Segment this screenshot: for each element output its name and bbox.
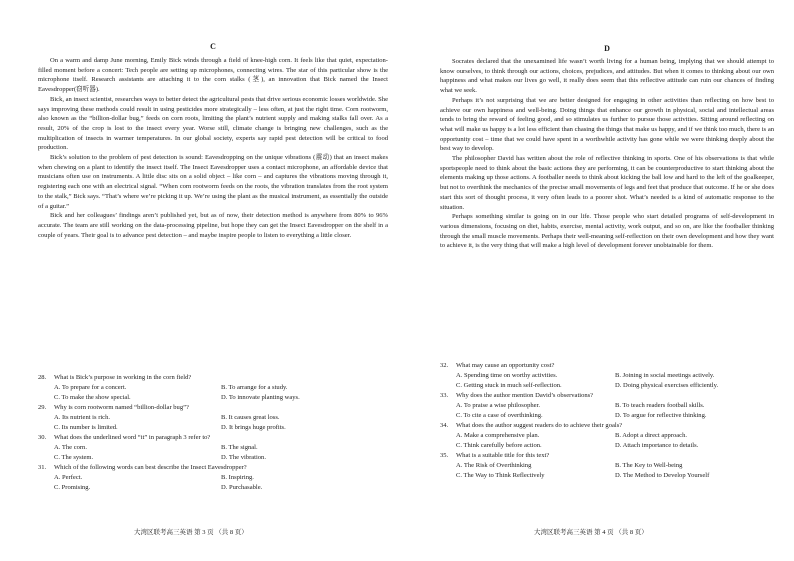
paragraph: On a warm and damp June morning, Emily Bick winds through a field of knee-high corn. It feels like that quiet, expectation-filled moment before a concert: Tech people are setting up microphones, connecting wires. The star of this particular show is the microphone itself. Research assistants are attaching it to the corn stalks (茎), an innovation that Bick named the Insect Eavesdropper(窃听器). [38,57,388,94]
page-footer: 大湾区联考高三英语 第 4 页 （共 8 页） [534,529,648,536]
paragraph: Perhaps something similar is going on in our life. Those people who start detailed programs of self-development in various dimensions, focusing on diet, habits, exercise, mental activity, work output, and so on, are like the footballer thinking through the small muscle movements. Perhaps their well-meaning self-reflection on their own development and how they want to achieve it, is the very thing that will make a high level of development forever unobtainable for them. [440,213,774,250]
question-stem: Which of the following words can best describe the Insect Eavesdropper? [54,464,247,471]
question-33 [440,391,774,421]
question-number: 35. [440,452,449,459]
option-d: D. Purchasable. [221,484,263,491]
option-d: D. To argue for reflective thinking. [615,412,707,419]
option-b: B. It causes great loss. [221,414,280,421]
question-stem: What may cause an opportunity cost? [456,362,555,369]
option-d: D. The vibration. [221,454,266,461]
questions-d [440,361,774,481]
paragraph: Bick and her colleagues’ findings aren’t published yet, but as of now, their detection method is anywhere from 80% to 96% accurate. The team are still working on the data-processing pipeline, but hope they can get the Insect Eavesdropper on the shelf in a couple of years. Their goal is to advance pest detection – and maybe inspire people to listen to everything a little closer. [38,212,388,239]
option-d: D. Doing physical exercises efficiently. [615,382,719,389]
option-c: C. Think carefully before action. [456,442,542,449]
option-c: C. The system. [54,454,94,461]
option-a: A. To prepare for a concert. [54,384,127,391]
passage-c [38,56,388,240]
option-a: A. Perfect. [54,474,83,481]
question-30 [38,433,388,463]
question-number: 29. [38,404,47,411]
question-stem: What is Bick’s purpose in working in the corn field? [54,374,192,381]
option-b: B. To arrange for a study. [221,384,288,391]
paragraph: Bick, an insect scientist, researches ways to better detect the agricultural pests that drive serious economic losses worldwide. She says improving these methods could result in using pesticides more strategically – less often, at just the right time. Corn rootworm, also known as the “billion-dollar bug,” feeds on corn roots, limiting the plant’s nutrient supply and making stalks fall over. As a result, 20% of the crop is lost to the insect every year. Worse still, climate change is bringing new challenges, such as the multiplication of insects in warmer temperatures. In our global society, experts say rapid pest detection will be critical to food production. [38,95,388,152]
option-c: C. The Way to Think Reflectively [456,472,545,479]
section-title-c: C [210,42,216,51]
option-d: D. Attach importance to details. [615,442,699,449]
option-d: D. It brings huge profits. [221,424,286,431]
option-b: B. The Key to Well-being [615,462,683,469]
option-c: C. Getting stuck in much self-reflection. [456,382,562,389]
option-b: B. The signal. [221,444,258,451]
question-29 [38,403,388,433]
option-b: B. Inspiring. [221,474,254,481]
question-number: 34. [440,422,449,429]
paragraph: The philosopher David has written about the role of reflective thinking in sports. One of his observations is that while sportspeople need to think about the basic actions they are performing, it can be counterproductive to start thinking about the elements making up those actions. A footballer needs to think about kicking the ball low and hard to the left of the goalkeeper, but not to overthink the mechanics of the precise small movements of legs and feet that produce that outcome. If he or she does start this sort of thought process, it very often leads to a poorer shot. What’s needed is a kind of automatic response to the situation. [440,155,774,211]
question-35 [440,451,774,481]
option-b: B. To teach readers football skills. [615,402,705,409]
option-c: C. Promising. [54,484,91,491]
option-d: D. To innovate planting ways. [221,394,300,401]
question-number: 28. [38,374,47,381]
paragraph: Socrates declared that the unexamined life wasn’t worth living for a human being, implying that we should attempt to know ourselves, to think through our actions, choices, prejudices, and attitudes. But when it comes to thinking about our own happiness and what makes our lives go well, it really does seem that this reflective attitude can ruin our chances of finding what we seek. [440,58,774,95]
question-stem: Why does the author mention David’s observations? [456,392,594,399]
page-footer: 大湾区联考高三英语 第 3 页 （共 8 页） [134,529,248,536]
question-34 [440,421,774,451]
question-stem: What does the author suggest readers do to achieve their goals? [456,422,623,429]
question-stem: Why is corn rootworm named “billion-dollar bug”? [54,404,189,411]
questions-c [38,373,388,493]
option-a: A. To praise a wise philosopher. [456,402,540,409]
question-stem: What does the underlined word “it” in paragraph 3 refer to? [54,434,211,441]
right-page [440,0,774,561]
option-a: A. The Risk of Overthinking [456,462,532,469]
paragraph: Perhaps it’s not surprising that we are better designed for engaging in other activities than reflecting on how best to achieve our own happiness and well-being. Doing things that enhance our growth in physical, social and intellectual areas tends to bring the reward of feeling good, and so stimulates us further to pursue those activities. Sitting around reflecting on what will make us happy is a lot less efficient than chasing the things that make us happy, and if we think too much, there is an opportunity cost – time that we could have spent in a worthwhile activity has gone while we were thinking deeply about the best way to develop. [440,96,774,153]
option-a: A. The corn. [54,444,87,451]
section-title-d: D [604,44,610,53]
question-31 [38,463,388,493]
passage-d [440,57,774,251]
option-c: C. Its number is limited. [54,424,118,431]
question-number: 32. [440,362,449,369]
left-page [38,0,388,561]
question-32 [440,361,774,391]
question-number: 33. [440,392,449,399]
option-c: C. To make the show special. [54,394,131,401]
option-a: A. Spending time on worthy activities. [456,372,558,379]
option-a: A. Make a comprehensive plan. [456,432,540,439]
option-d: D. The Method to Develop Yourself [615,472,710,479]
option-b: B. Adopt a direct approach. [615,432,687,439]
option-c: C. To cite a case of overthinking. [456,412,543,419]
question-stem: What is a suitable title for this text? [456,452,550,459]
option-b: B. Joining in social meetings actively. [615,372,715,379]
paragraph: Bick’s solution to the problem of pest detection is sound: Eavesdropping on the unique vibrations (震动) that an insect makes when chewing on a plant to identify the insect itself. The Insect Eavesdropper uses a contact microphone, an affordable device that musicians often use on instruments. A little disc sits on a solid object – like corn – and captures the vibrations moving through it, registering each one with an electrical signal. “When corn rootworm feeds on the roots, the vibration translates from the root system to the stalk,” Bick says. “That’s where we’re picking it up. We’re using the plant as the musical instrument, as essentially the outside of a guitar.” [38,154,388,210]
option-a: A. Its nutrient is rich. [54,414,111,421]
question-number: 30. [38,434,47,441]
question-number: 31. [38,464,47,471]
question-28 [38,373,388,403]
